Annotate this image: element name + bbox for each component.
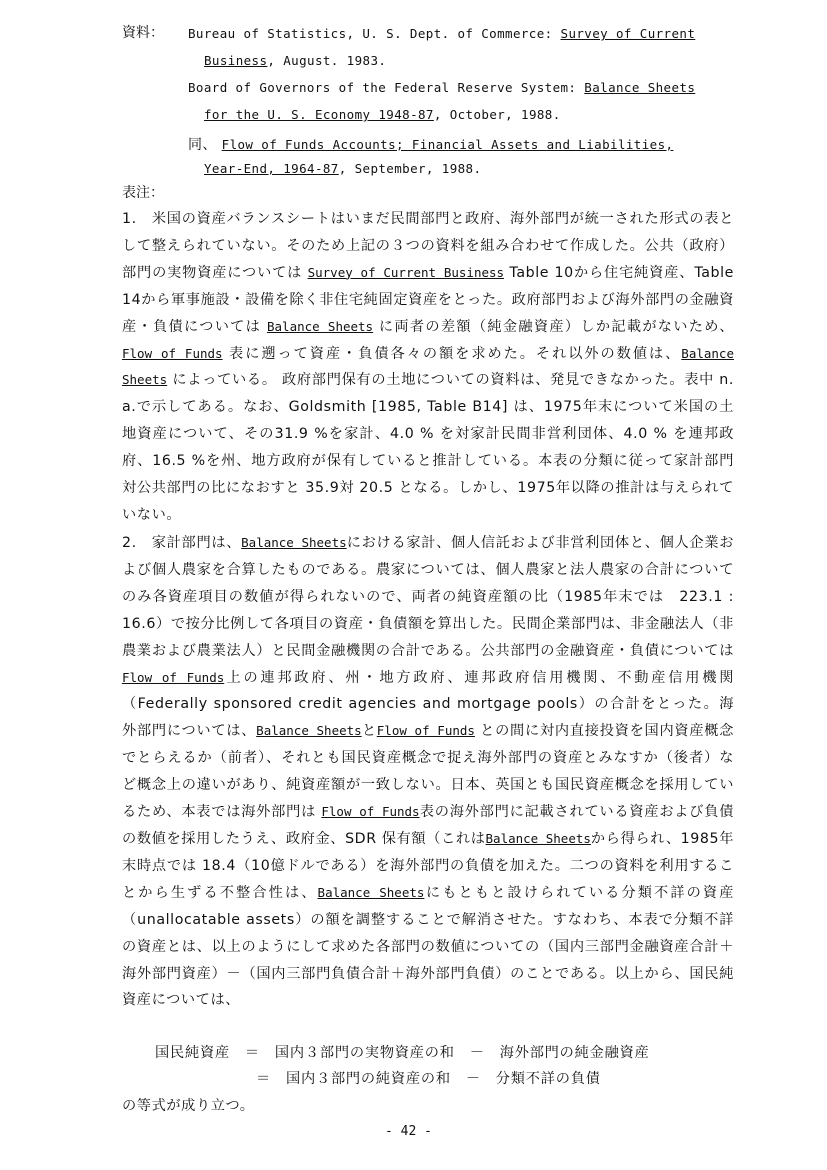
page-number: - 42 - <box>385 1124 432 1139</box>
note-1-ref-flow-of-funds: Flow of Funds <box>122 345 223 361</box>
note-2-ref-3: Balance Sheets <box>256 723 362 739</box>
note-2-text-1: 2. 家計部門は、 <box>122 535 242 551</box>
source-3-title-a: Flow of Funds Accounts; Financial Assets and Liabilities, <box>221 137 674 152</box>
source-3-title-b: Year-End, 1964-87 <box>204 161 339 176</box>
note-1-paragraph <box>122 206 734 529</box>
note-2-text-7: から得られ、1985年末時点では 18.4（10億ドルである）を海外部門の負債を加えた。二つの資料を利用することから生ずる不整合性は、 <box>122 830 734 901</box>
source-2-title-a: Balance Sheets <box>584 80 696 95</box>
note-2-ref-7: Balance Sheets <box>317 884 425 900</box>
source-3-line-1 <box>188 134 673 154</box>
note-1-text-1: 1. 米国の資産バランスシートはいまだ民間部門と政府、海外部門が統一された形式の表として整えられていない。そのため上記の３つの資料を組み合わせて作成した。公共（政府）部門の実物資産については <box>122 211 734 281</box>
source-1-author: Bureau of Statistics, U. S. Dept. of Commerce: <box>188 26 561 41</box>
note-2-text-2: における家計、個人信託および非営利団体と、個人企業および個人農家を合算したものである。農家については、個人農家と法人農家の合計についてのみ各資産項目の数値が得られないので、両者の純資産額の比（1985年末では 223.1 : 16.6）で按分比例して各項目の資産・負債額を算出した。民間企業部門は、非金融法人（非農業および農業法人）と民間金融機関の合計である。公共部門の金融資産・負債については <box>122 535 735 659</box>
note-2-text-3: 上の連邦政府、州・地方政府、連邦政府信用機関、不動産信用機関（Federally sponsored credit agencies and mortgage pools）の合計をとった。海外部門については、 <box>122 669 734 740</box>
source-3-date: , September, 1988. <box>338 161 482 176</box>
note-1-text-2: Table 10から住宅純資産、Table 14から軍事施設・設備を除く非住宅純固定資産をとった。政府部門および海外部門の金融資産・負債については <box>122 264 734 335</box>
source-2-line-1 <box>188 80 695 95</box>
note-1-text-5: によっている。 政府部門保有の土地についての資料は、発見できなかった。表中 n. a.で示してある。なお、Goldsmith [1985, Table B14] は、1975年末について米国の土地資産について、その31.9 %を家計、4.0 % を対家計民間非営利団体、4.0 % を連邦政府、16.5 %を州、地方政府が保有していると推計している。本表の分類に従って家計部門対公共部門の比になおすと 35.9対 20.5 となる。しかし、1975年以降の推計は与えられていない。 <box>122 372 734 523</box>
source-2-date: , October, 1988. <box>433 107 561 122</box>
note-1-text-4: 表に遡って資産・負債各々の額を求めた。それ以外の数値は、 <box>222 345 682 362</box>
source-2-line-2 <box>204 107 561 122</box>
note-1-text-3: に両者の差額（純金融資産）しか記載がないため、 <box>373 318 735 335</box>
source-1-line-1 <box>188 26 695 41</box>
source-1-date: , August. 1983. <box>267 53 387 68</box>
note-1-ref-survey: Survey of Current Business <box>307 264 505 280</box>
source-1-title-a: Survey of Current <box>560 26 696 41</box>
note-1-ref-balance-sheets: Balance Sheets <box>267 318 374 334</box>
note-2-ref-1: Balance Sheets <box>241 535 347 550</box>
note-2-paragraph <box>122 530 734 1014</box>
note-2-text-4: と <box>361 723 377 740</box>
source-2-author: Board of Governors of the Federal Reserve System: <box>188 80 585 95</box>
note-1-ref-balance-sheets-2: Balance Sheets <box>122 345 734 388</box>
note-2-ref-4: Flow of Funds <box>376 723 475 739</box>
equation-line-2: ＝ 国内３部門の純資産の和 － 分類不詳の負債 <box>256 1071 601 1087</box>
note-2-text-8: にもともと設けられている分類不詳の資産（unallocatable assets）の額を調整することで解消させた。すなわち、本表で分類不詳の資産とは、以上のようにして求めた各部門の数値についての（国内三部門金融資産合計＋海外部門資産）－（国内三部門負債合計＋海外部門負債）のことである。以上から、国民純資産については、 <box>122 884 735 1009</box>
source-1-title-b: Business <box>204 53 268 68</box>
note-2-ref-2: Flow of Funds <box>122 669 225 685</box>
source-3-line-2 <box>204 161 481 176</box>
source-1-line-2 <box>204 53 386 68</box>
source-2-title-b: for the U. S. Economy 1948-87 <box>204 107 434 122</box>
notes-title: 表注： <box>122 185 164 201</box>
note-2-ref-6: Balance Sheets <box>485 830 591 846</box>
sources-label: 資料： <box>122 25 164 41</box>
equation-line-1: 国民純資産 ＝ 国内３部門の実物資産の和 － 海外部門の純金融資産 <box>155 1045 650 1061</box>
note-2-text-6: 表の海外部門に記載されている資産および負債の数値を採用したうえ、政府金、SDR 保有額（これは <box>122 804 734 847</box>
note-2-text-5: との間に対内直接投資を国内資産概念でとらえるか（前者）、それとも国民資産概念で捉え海外部門の資産とみなすか（後者）など概念上の違いがあり、純資産額が一致しない。日本、英国とも国民資産概念を採用しているため、本表では海外部門は <box>122 723 734 821</box>
source-3-prefix: 同、 <box>188 137 222 153</box>
closing-sentence: の等式が成り立つ。 <box>122 1098 255 1114</box>
note-2-ref-5: Flow of Funds <box>321 804 420 820</box>
